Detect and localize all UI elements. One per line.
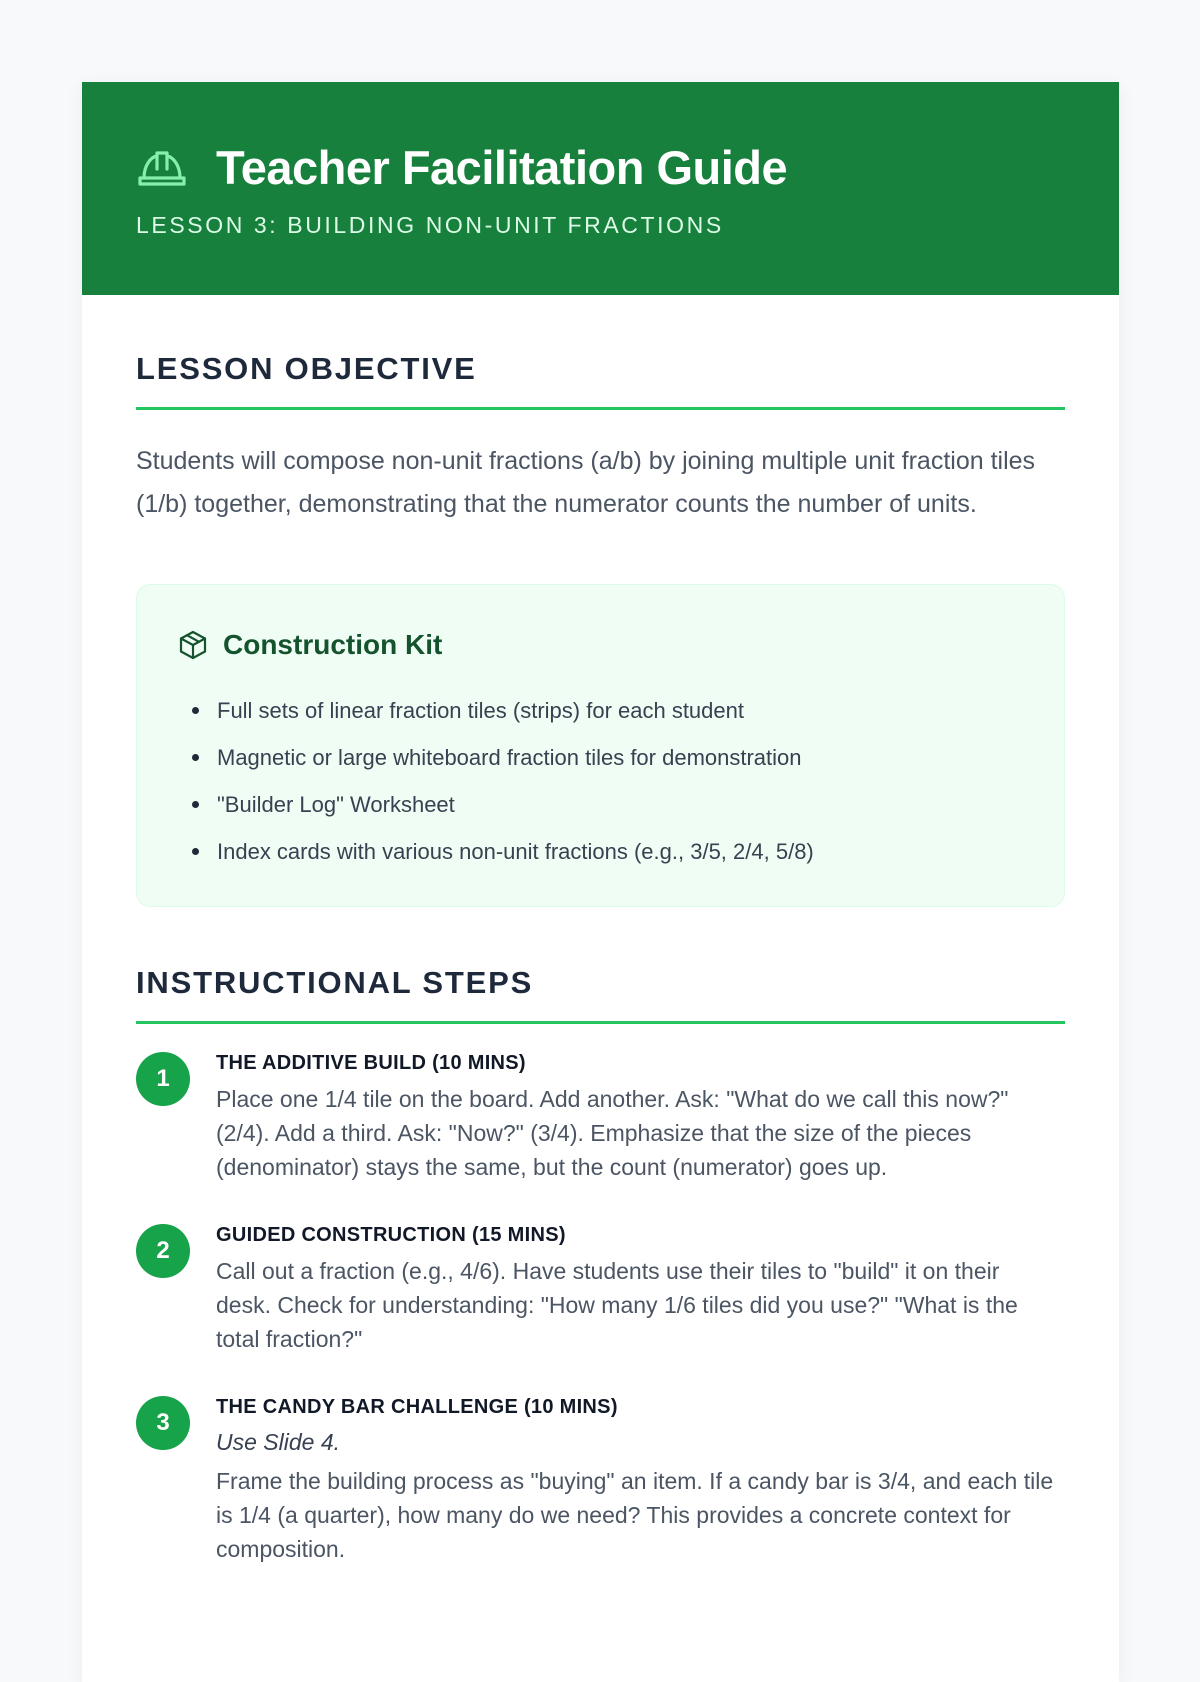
page-title: Teacher Facilitation Guide [216,140,788,194]
step-title: THE ADDITIVE BUILD (10 MINS) [216,1052,526,1074]
step-content [216,1222,1056,1356]
objective-text: Students will compose non-unit fractions (a/b) by joining multiple unit fraction tiles (1/b) together, demonstrating that the numerator counts the number of units. [136,447,1036,518]
step-number-badge: 3 [136,1396,190,1450]
lesson-subtitle: LESSON 3: BUILDING NON-UNIT FRACTIONS [136,212,724,238]
cube-icon [177,629,209,661]
step-content [216,1394,1056,1566]
step-text: Frame the building process as "buying" an item. If a candy bar is 3/4, and each tile is 1/4 (a quarter), how many do we need? This provides a concrete context for composition. [216,1468,1054,1562]
guide-header [82,82,1119,295]
steps-heading: INSTRUCTIONAL STEPS [136,965,1065,1024]
guide-body [82,295,1119,1566]
title-row [136,136,1065,198]
kit-item: Full sets of linear fraction tiles (strips) for each student [177,687,1024,734]
step-number-badge: 2 [136,1224,190,1278]
objective-heading: LESSON OBJECTIVE [136,351,1065,410]
step-item [136,1394,1065,1566]
kit-item: "Builder Log" Worksheet [177,781,1024,828]
construction-kit-box [136,584,1065,907]
step-title: GUIDED CONSTRUCTION (15 MINS) [216,1224,566,1246]
step-item [136,1050,1065,1184]
kit-title-row [177,629,1024,661]
step-item [136,1222,1065,1356]
step-text: Place one 1/4 tile on the board. Add another. Ask: "What do we call this now?" (2/4). Add a third. Ask: "Now?" (3/4). Emphasize that the size of the pieces (denominator) stays the same, but the count (numerator) goes up. [216,1086,1009,1180]
step-number-badge: 1 [136,1052,190,1106]
kit-list [177,687,1024,875]
step-text: Call out a fraction (e.g., 4/6). Have students use their tiles to "build" it on their desk. Check for understanding: "How many 1/6 tiles did you use?" "What is the total fraction?" [216,1258,1018,1352]
step-content [216,1050,1056,1184]
hard-hat-icon [136,145,188,189]
steps-list [136,1050,1065,1566]
step-title: THE CANDY BAR CHALLENGE (10 MINS) [216,1396,618,1418]
step-note: Use Slide 4. [216,1429,341,1455]
kit-item: Magnetic or large whiteboard fraction tiles for demonstration [177,734,1024,781]
kit-item: Index cards with various non-unit fractions (e.g., 3/5, 2/4, 5/8) [177,828,1024,875]
guide-card [82,82,1119,1682]
kit-title: Construction Kit [223,629,443,660]
